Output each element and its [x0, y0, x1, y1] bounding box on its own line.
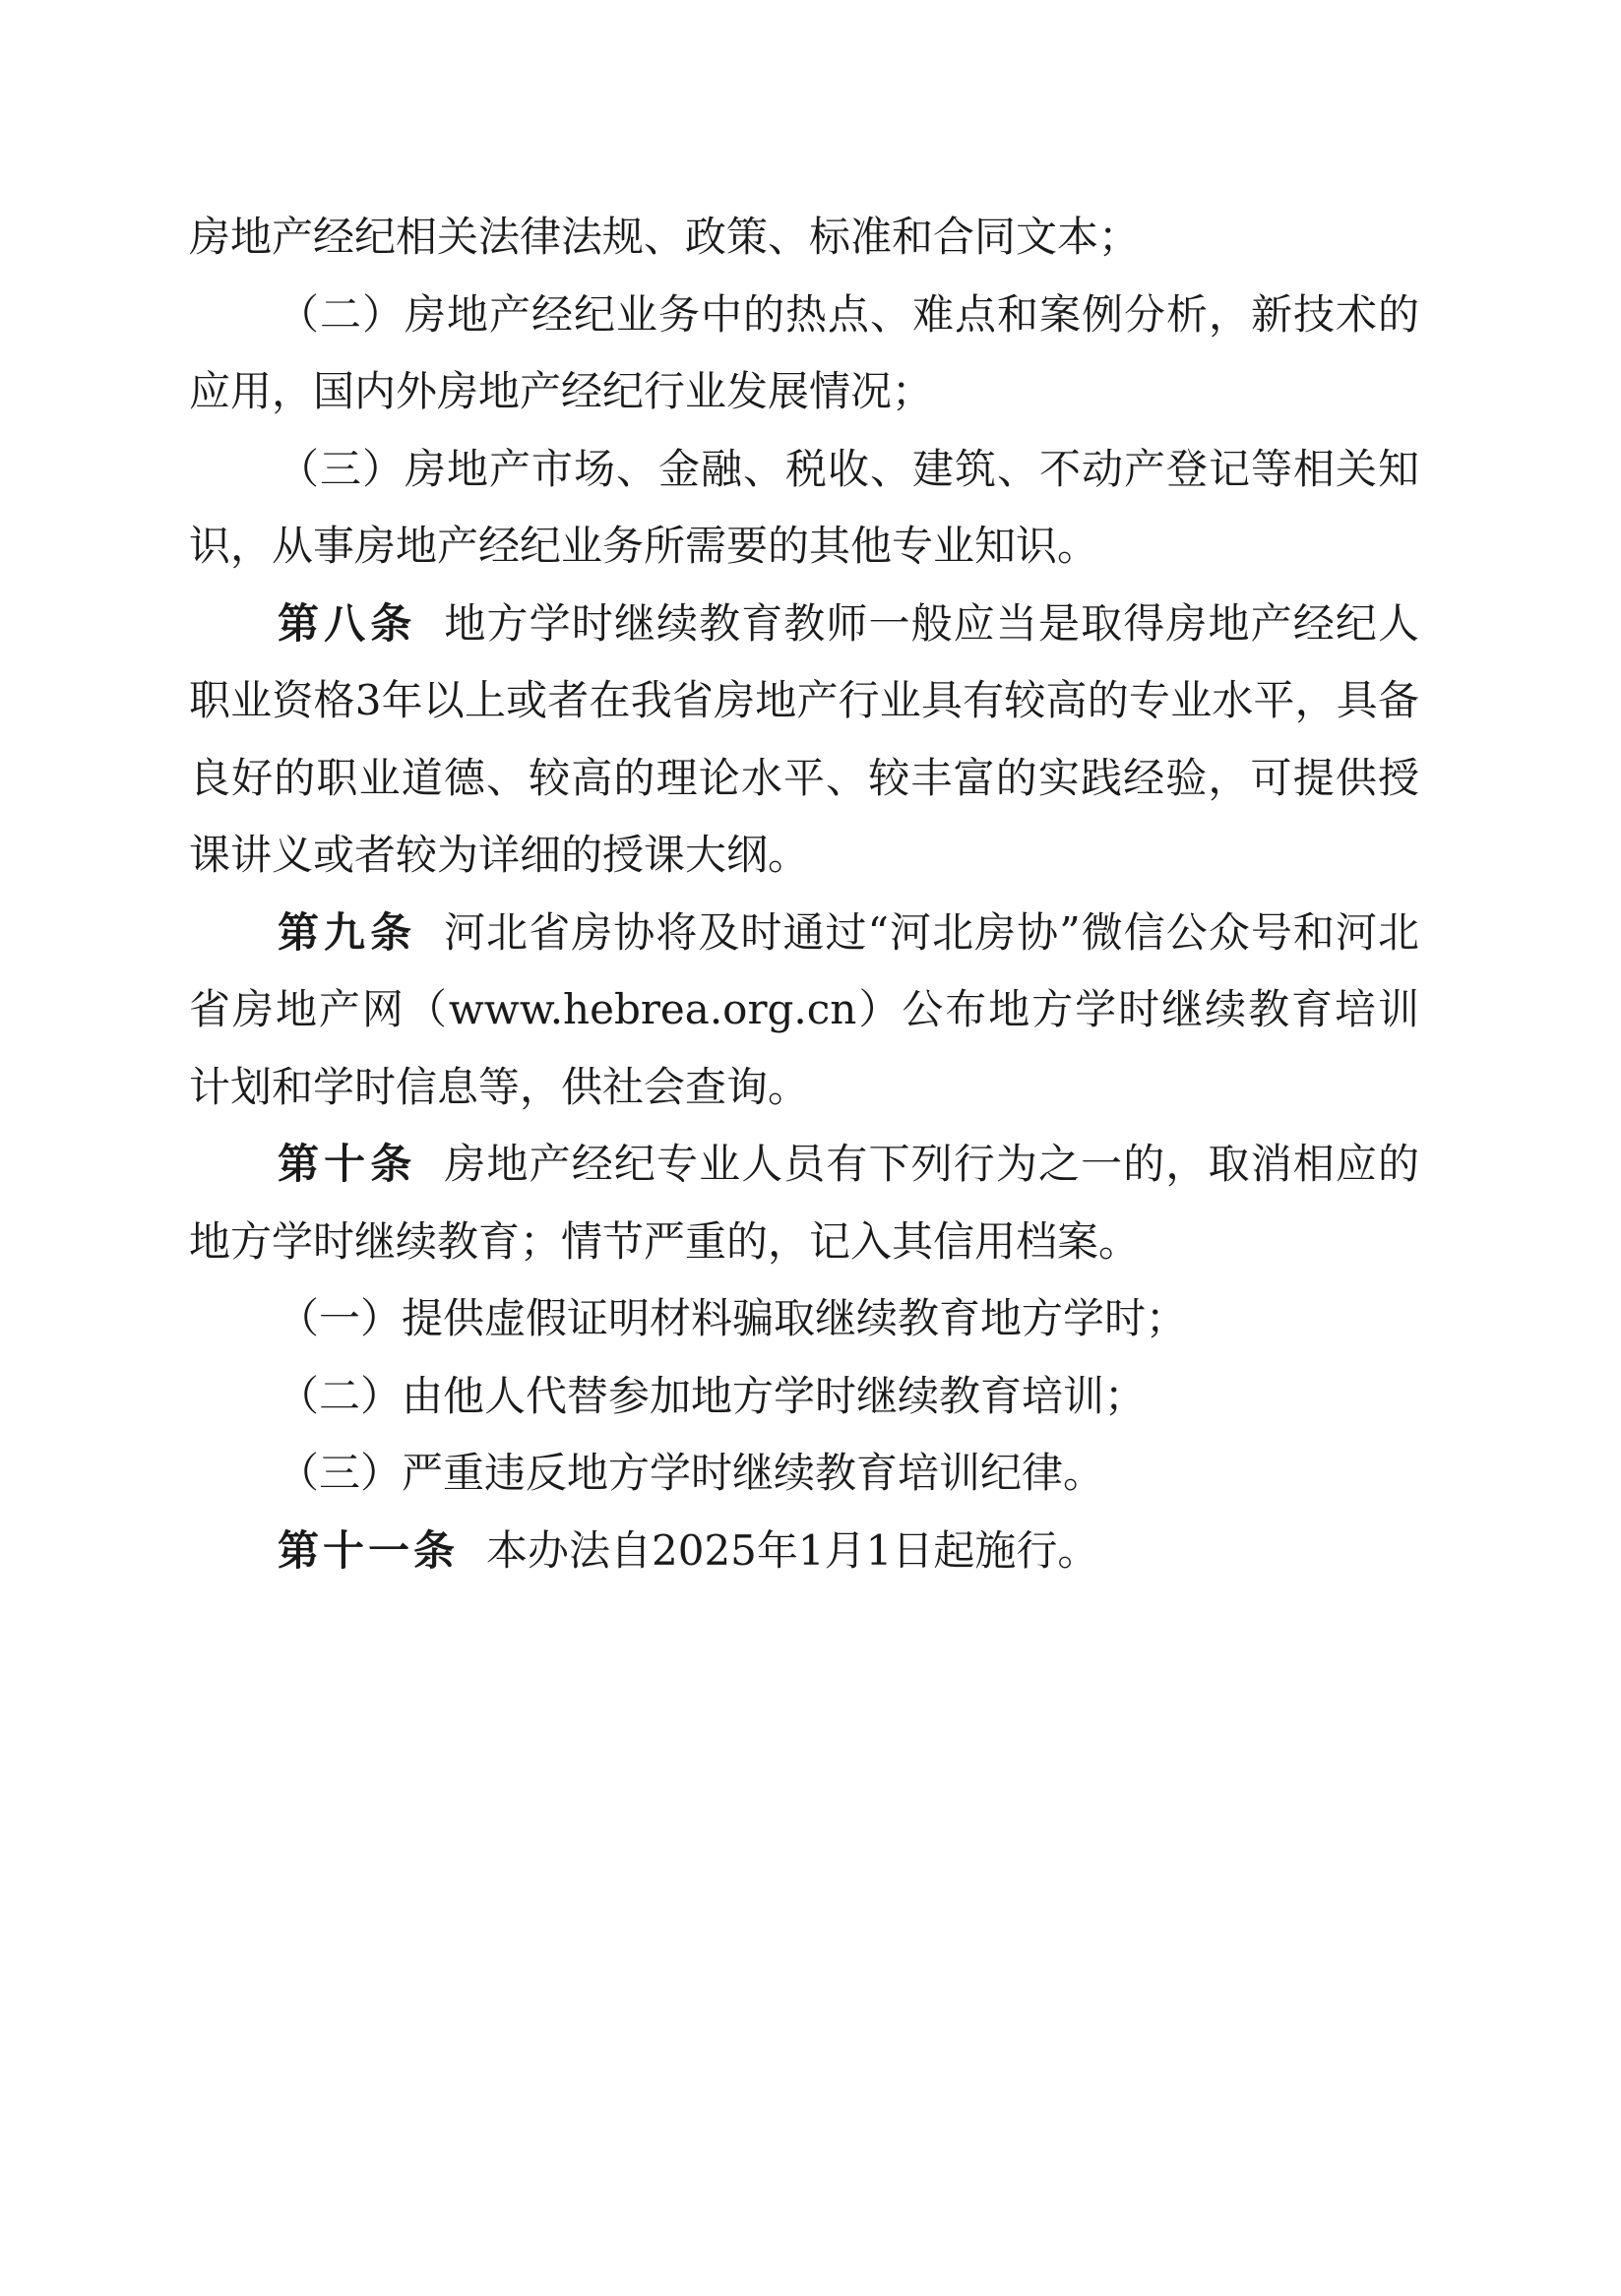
paragraph-item-2: （二）房地产经纪业务中的热点、难点和案例分析，新技术的应用，国内外房地产经纪行业发展情况； — [189, 289, 1419, 415]
article-10-text: 房地产经纪专业人员有下列行为之一的，取消相应的地方学时继续教育；情节严重的，记入其信用档案。 — [189, 1140, 1419, 1266]
paragraph-item-3: （三）房地产市场、金融、税收、建筑、不动产登记等相关知识，从事房地产经纪业务所需要的其他专业知识。 — [189, 444, 1419, 570]
article-11-label: 第十一条 — [278, 1525, 460, 1575]
article-9-label: 第九条 — [278, 907, 417, 957]
article-9 — [189, 895, 1419, 1127]
paragraph-continued: 房地产经纪相关法律法规、政策、标准和合同文本； — [189, 213, 1141, 261]
violation-item-2: （二）由他人代替参加地方学时继续教育培训； — [278, 1371, 1147, 1420]
article-10 — [189, 1126, 1419, 1280]
article-8-text: 地方学时继续教育教师一般应当是取得房地产经纪人职业资格3年以上或者在我省房地产行业具有较高的专业水平，具备良好的职业道德、较高的理论水平、较丰富的实践经验，可提供授课讲义或者较为详细的授课大纲。 — [189, 598, 1419, 879]
article-10-label: 第十条 — [278, 1140, 417, 1188]
document-body — [189, 199, 1419, 1589]
article-8-label: 第八条 — [278, 598, 417, 648]
violation-item-1: （一）提供虚假证明材料骗取继续教育地方学时； — [278, 1294, 1188, 1342]
article-9-text: 河北省房协将及时通过“河北房协”微信公众号和河北省房地产网（www.hebrea.org.cn）公布地方学时继续教育培训计划和学时信息等，供社会查询。 — [189, 907, 1419, 1111]
violation-item-3: （三）严重违反地方学时继续教育培训纪律。 — [278, 1449, 1105, 1497]
article-8 — [189, 586, 1419, 895]
article-11 — [189, 1513, 1419, 1590]
article-11-text: 本办法自2025年1月1日起施行。 — [486, 1525, 1099, 1575]
